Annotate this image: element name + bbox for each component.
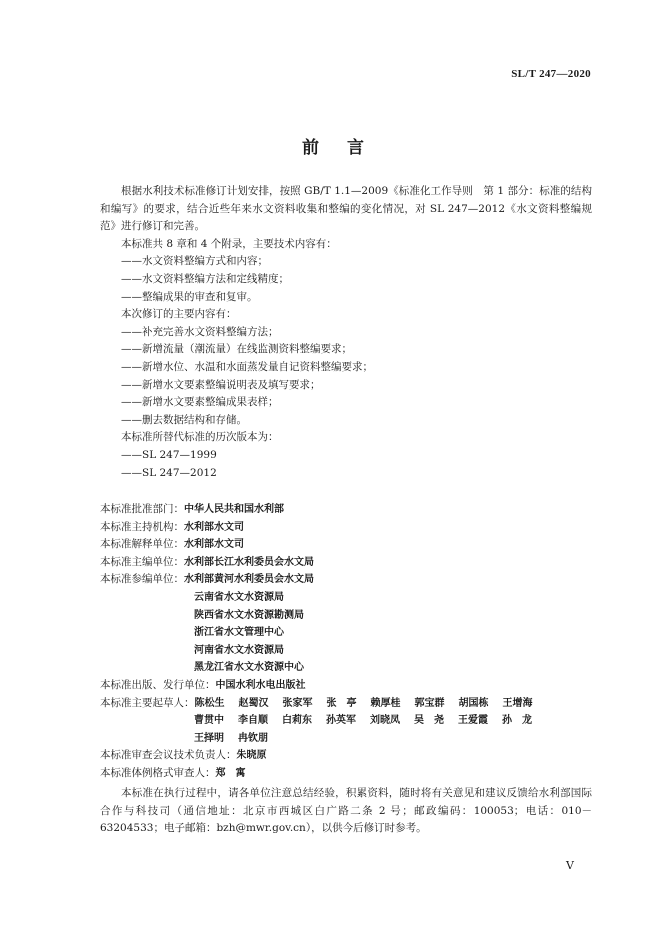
drafter-name: 王增海 — [502, 697, 533, 709]
participant-value: 陕西省水文水资源勘测局 — [194, 609, 304, 621]
participant-value: 河南省水文水资源局 — [194, 644, 284, 656]
content-line: ——整编成果的审查和复审。 — [121, 290, 258, 303]
participant-value: 云南省水文水资源局 — [194, 591, 284, 603]
content-line: ——补充完善水文资料整编方法； — [121, 325, 279, 338]
execution-paragraph: 本标准在执行过程中，请各单位注意总结经验，积累资料，随时将有关意见和建议反馈给水利部国际合作与科技司（通信地址：北京市西城区白广路二条 2 号；邮政编码：100053；电话：010－63204533；电子邮箱：bzh@mwr.gov.cn），以供今后修订时参考。 — [100, 787, 592, 835]
host-row — [100, 519, 592, 537]
content-line: ——SL 247—2012 — [121, 466, 217, 479]
intro-paragraph: 根据水利技术标准修订计划安排，按照 GB/T 1.1—2009《标准化工作导则 第 1 部分：标准的结构和编写》的要求，结合近些年来水文资料收集和整编的变化情况，对 SL 247—2012《水文资料整编规范》进行修订和完善。 — [100, 185, 592, 233]
host-value: 水利部水文司 — [184, 521, 244, 533]
drafter-name: 白莉东 — [282, 715, 312, 727]
content-line: ——水文资料整编方法和定线精度； — [121, 272, 289, 285]
drafter-name: 曹贯中 — [194, 715, 224, 727]
drafters-row — [100, 730, 592, 748]
interpret-row — [100, 536, 592, 554]
drafter-name: 张 亭 — [326, 697, 357, 709]
participant-value: 水利部黄河水利委员会水文局 — [184, 574, 314, 586]
drafter-name: 李自顺 — [238, 715, 268, 727]
editor-row — [100, 554, 592, 572]
publisher-row — [100, 677, 592, 695]
format-reviewer-row — [100, 765, 592, 783]
participants-row — [100, 659, 592, 677]
drafters-names — [195, 695, 547, 713]
approve-row — [100, 501, 592, 519]
participant-value: 浙江省水文管理中心 — [194, 627, 284, 639]
publisher-value: 中国水利水电出版社 — [215, 679, 306, 691]
participants-label: 本标准参编单位： — [100, 573, 184, 586]
reviewer-label: 本标准审查会议技术负责人： — [100, 749, 237, 762]
content-line: ——新增水文要素整编说明表及填写要求； — [121, 378, 321, 391]
drafter-name: 王爱霞 — [458, 715, 488, 727]
drafter-name: 孙英军 — [326, 715, 356, 727]
content-line: ——新增水文要素整编成果表样； — [121, 396, 279, 409]
format-reviewer-value: 郑 寓 — [215, 767, 246, 779]
interpret-label: 本标准解释单位： — [100, 538, 184, 551]
page-title: 前言 — [302, 138, 392, 158]
approve-label: 本标准批准部门： — [100, 503, 184, 515]
content-line: ——新增流量（潮流量）在线监测资料整编要求； — [121, 343, 352, 356]
content-line: 本次修订的主要内容有： — [121, 308, 237, 321]
editor-label: 本标准主编单位： — [100, 555, 184, 568]
drafter-name: 张家军 — [282, 697, 313, 709]
reviewer-value: 朱晓原 — [236, 750, 267, 762]
reviewer-row — [100, 747, 592, 765]
host-label: 本标准主持机构： — [100, 520, 184, 533]
drafter-name: 赵蜀汉 — [238, 697, 269, 709]
format-reviewer-label: 本标准体例格式审查人： — [100, 766, 216, 779]
drafters-label: 本标准主要起草人： — [100, 696, 195, 709]
drafters-name-row — [195, 695, 547, 713]
participants-row — [100, 589, 592, 607]
drafter-name: 陈松生 — [194, 697, 225, 709]
participant-value: 黑龙江省水文水资源中心 — [194, 662, 304, 674]
content-line: 本标准共 8 章和 4 个附录，主要技术内容有： — [121, 237, 337, 250]
standard-code: SL/T 247—2020 — [511, 68, 591, 80]
approve-value: 中华人民共和国水利部 — [184, 504, 284, 515]
participants-row — [100, 571, 592, 589]
content-line: ——水文资料整编方式和内容； — [121, 255, 268, 268]
drafter-name: 吴 尧 — [414, 715, 444, 727]
publisher-label: 本标准出版、发行单位： — [100, 678, 216, 691]
foreword-body — [100, 183, 592, 482]
participants-row — [100, 642, 592, 660]
drafter-name: 刘晓凤 — [370, 715, 400, 727]
drafters-name-row — [194, 730, 282, 748]
organization-block — [100, 501, 592, 783]
drafter-name: 冉钦朋 — [238, 732, 268, 744]
participants-row — [100, 624, 592, 642]
participants-row — [100, 607, 592, 625]
drafter-name: 王择明 — [194, 732, 224, 744]
drafter-name: 胡国栋 — [458, 697, 489, 709]
editor-value: 水利部长江水利委员会水文局 — [184, 556, 314, 568]
drafters-name-row — [194, 712, 546, 730]
drafter-name: 孙 龙 — [502, 715, 532, 727]
content-line: 本标准所替代标准的历次版本为： — [121, 431, 279, 444]
content-line: ——新增水位、水温和水面蒸发量自记资料整编要求； — [121, 360, 373, 373]
drafters-row — [100, 712, 592, 730]
content-line: ——SL 247—1999 — [121, 448, 217, 461]
interpret-value: 水利部水文司 — [184, 539, 244, 551]
drafter-name: 郭宝群 — [414, 697, 445, 709]
page-number: Ⅴ — [566, 859, 574, 872]
drafters-row — [100, 695, 592, 713]
drafter-name: 赖厚桂 — [370, 697, 401, 709]
content-line: ——删去数据结构和存储。 — [121, 413, 247, 426]
